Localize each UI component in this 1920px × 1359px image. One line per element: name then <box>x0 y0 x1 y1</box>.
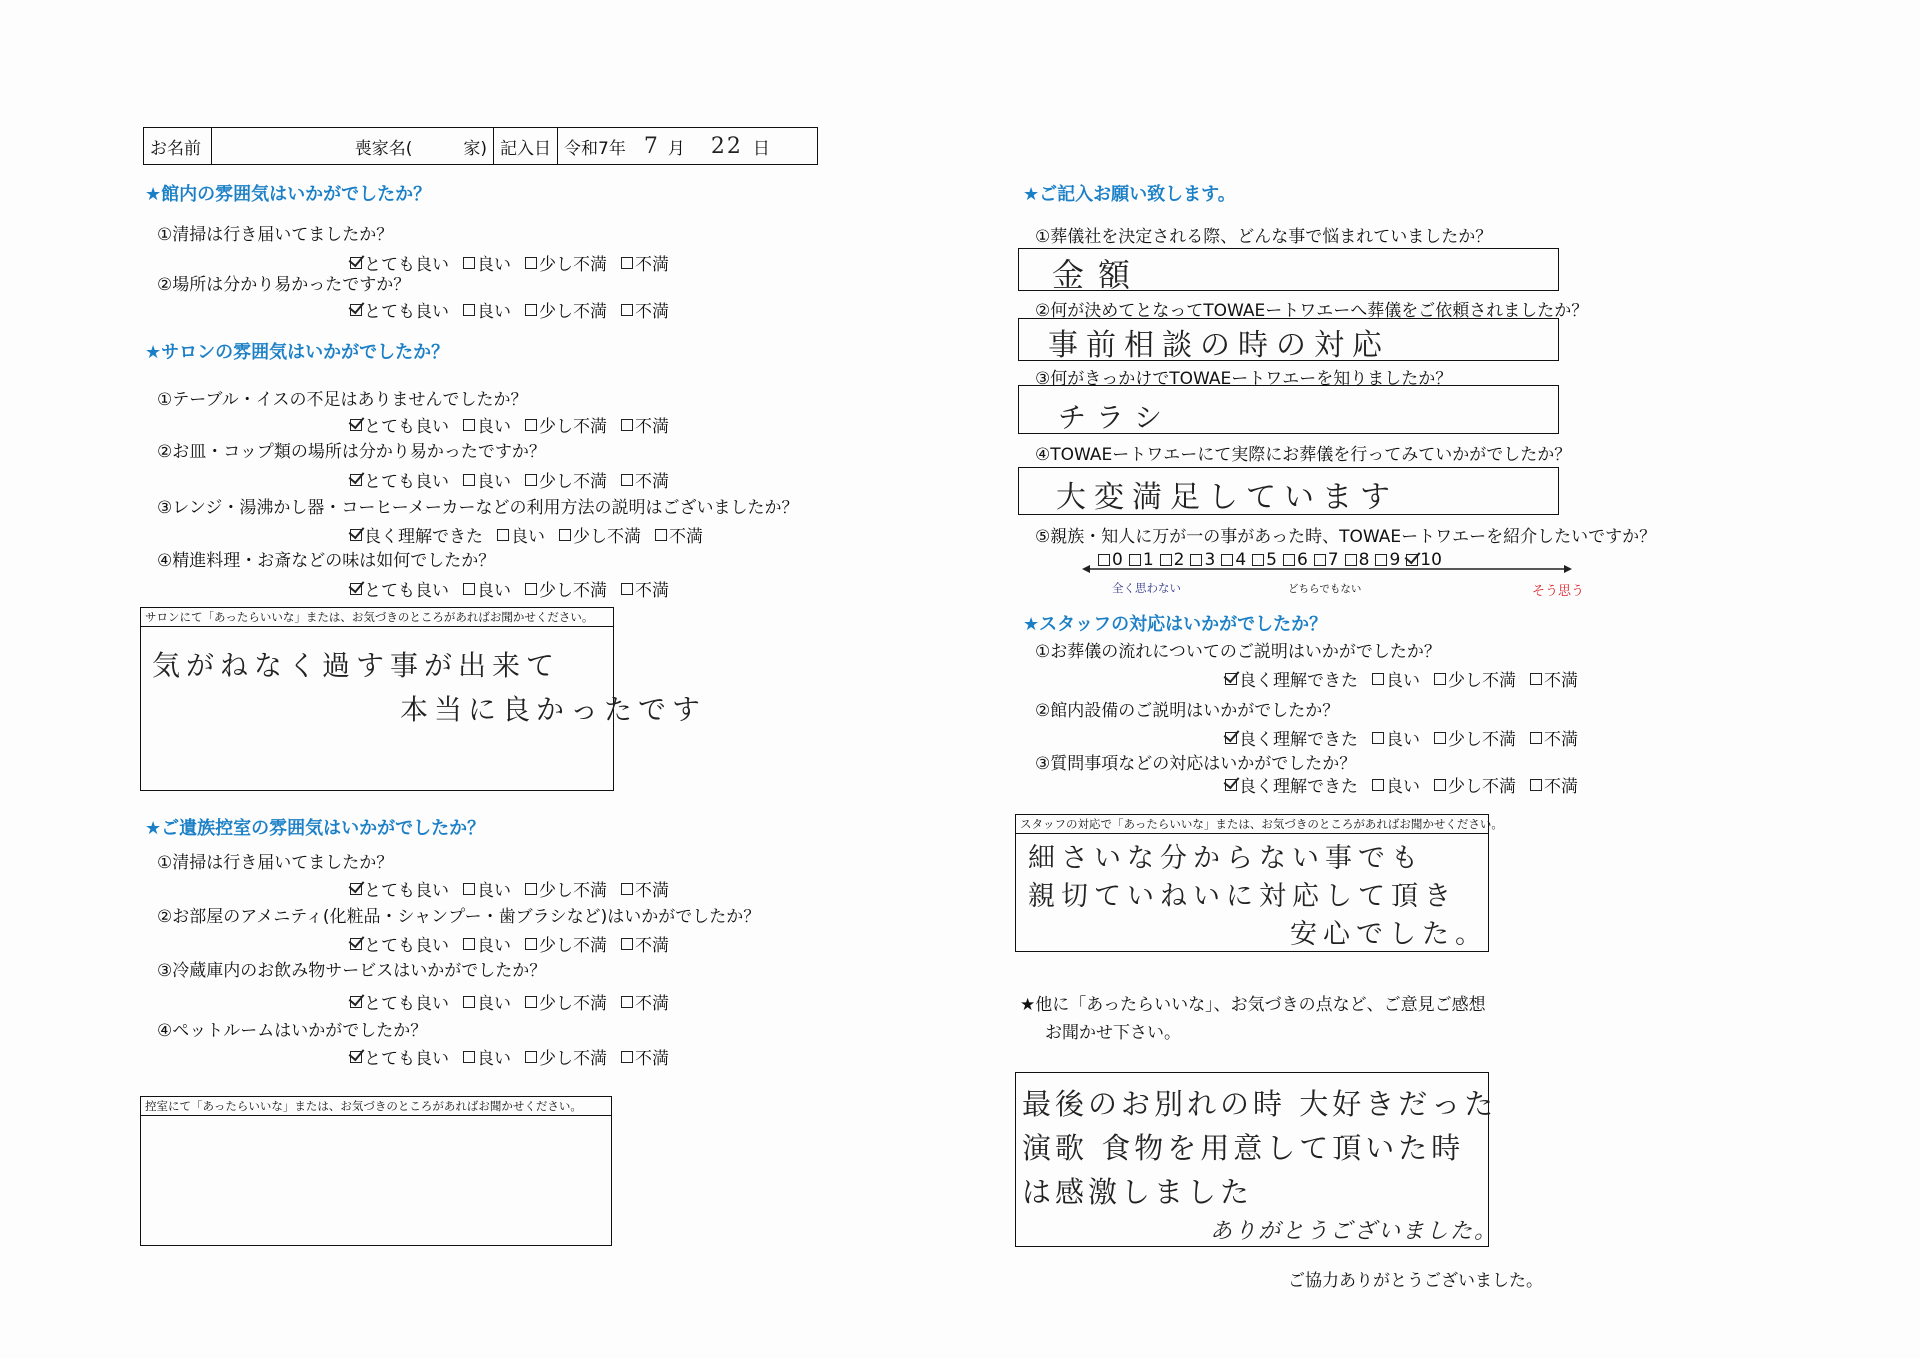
option-item[interactable] <box>350 876 449 901</box>
scale-checkbox[interactable] <box>1160 554 1172 566</box>
salon-q2: ②お皿・コップ類の場所は分かり易かったですか？ <box>157 442 546 462</box>
checkbox[interactable] <box>525 257 537 269</box>
option-item[interactable] <box>525 876 607 901</box>
scale-number: 4 <box>1235 550 1247 570</box>
option-item[interactable] <box>621 467 669 492</box>
staff-comment-line3: 安心でした。 <box>1290 919 1488 950</box>
option-label: 不満 <box>1544 777 1578 797</box>
option-item[interactable] <box>1530 725 1578 750</box>
request-q3: ③何がきっかけでTOWAEートワエーを知りましたか？ <box>1035 369 1453 389</box>
checkbox[interactable] <box>621 938 633 950</box>
option-item[interactable] <box>525 989 607 1014</box>
scale-number: 9 <box>1389 550 1401 570</box>
checkbox[interactable] <box>1530 779 1542 791</box>
option-label: 良い <box>1386 777 1420 797</box>
scale-number: 5 <box>1266 550 1277 570</box>
staff-q2-options <box>1225 725 1592 750</box>
checkbox[interactable] <box>525 304 537 316</box>
scale-number: 3 <box>1204 550 1216 570</box>
option-item[interactable] <box>350 522 483 547</box>
checked-checkbox[interactable] <box>350 529 362 541</box>
hall-q2-options <box>350 297 683 322</box>
era-label: 令和7年 <box>564 138 626 159</box>
request-section-title: ★ご記入お願い致します。 <box>1023 184 1236 205</box>
option-item[interactable] <box>350 1044 449 1069</box>
salon-comment-caption: サロンにて「あったらいいな」または、お気づきのところがあればお聞かせください。 <box>141 608 613 627</box>
checkbox[interactable] <box>621 419 633 431</box>
staff-q3-options <box>1225 772 1592 797</box>
option-label: 不満 <box>635 472 669 492</box>
staff-comment-caption: スタッフの対応で「あったらいいな」または、お気づきのところがあればお聞かせください。 <box>1016 815 1488 834</box>
checkbox[interactable] <box>525 583 537 595</box>
family-room-q3-options <box>350 989 683 1014</box>
option-item[interactable] <box>621 412 669 437</box>
checkbox[interactable] <box>621 883 633 895</box>
name-label: お名前 <box>144 128 212 164</box>
option-label: とても良い <box>364 302 449 322</box>
other-line3: は感激しました <box>1022 1175 1254 1209</box>
option-item[interactable] <box>525 297 607 322</box>
option-item[interactable] <box>525 250 607 275</box>
option-item[interactable] <box>621 250 669 275</box>
option-item[interactable] <box>559 522 641 547</box>
scale-item[interactable] <box>1129 550 1154 570</box>
option-label: 少し不満 <box>539 472 607 492</box>
request-a3: チラシ <box>1058 401 1173 434</box>
option-item[interactable] <box>1530 772 1578 797</box>
option-item[interactable] <box>463 876 511 901</box>
day-label: 日 <box>752 138 770 159</box>
checkbox[interactable] <box>1434 732 1446 744</box>
hall-q2: ②場所は分かり易かったですか？ <box>157 275 411 295</box>
date-label: 記入日 <box>494 128 558 164</box>
checkbox[interactable] <box>463 419 475 431</box>
scale-item[interactable] <box>1160 550 1185 570</box>
scale-number: 6 <box>1296 550 1308 570</box>
scale-item[interactable] <box>1252 550 1277 570</box>
option-item[interactable] <box>463 576 511 601</box>
checked-checkbox[interactable] <box>350 419 362 431</box>
salon-q3: ③レンジ・湯沸かし器・コーヒーメーカーなどの利用方法の説明はございましたか？ <box>157 498 799 518</box>
scale-item[interactable] <box>1314 550 1339 570</box>
option-label: 良い <box>477 881 511 901</box>
option-item[interactable] <box>350 467 449 492</box>
option-item[interactable] <box>1372 772 1420 797</box>
option-label: 少し不満 <box>573 527 641 547</box>
family-room-q4-options <box>350 1044 683 1069</box>
scale-item[interactable] <box>1190 550 1215 570</box>
option-label: 良い <box>477 255 511 275</box>
option-label: 良く理解できた <box>364 527 483 547</box>
option-item[interactable] <box>655 522 703 547</box>
option-label: 少し不満 <box>1448 777 1516 797</box>
option-item[interactable] <box>525 467 607 492</box>
option-label: 少し不満 <box>1448 671 1516 691</box>
option-label: 不満 <box>669 527 703 547</box>
hall-q1: ①清掃は行き届いてましたか？ <box>157 225 394 245</box>
scale-item[interactable] <box>1406 550 1442 570</box>
option-item[interactable] <box>463 1044 511 1069</box>
scale-number: 0 <box>1112 550 1123 570</box>
option-label: 少し不満 <box>539 581 607 601</box>
family-room-q4: ④ペットルームはいかがでしたか？ <box>157 1021 428 1041</box>
thanks-text: ご協力ありがとうございました。 <box>1288 1271 1543 1291</box>
scale-checkbox[interactable] <box>1221 554 1233 566</box>
scale-item[interactable] <box>1345 550 1370 570</box>
option-label: とても良い <box>364 881 449 901</box>
option-label: とても良い <box>364 1049 449 1069</box>
staff-q2: ②館内設備のご説明はいかがでしたか？ <box>1035 701 1340 721</box>
option-label: とても良い <box>364 994 449 1014</box>
option-label: 少し不満 <box>539 881 607 901</box>
option-label: 良い <box>477 472 511 492</box>
option-label: 良い <box>477 417 511 437</box>
option-item[interactable] <box>621 989 669 1014</box>
checkbox[interactable] <box>1434 673 1446 685</box>
option-item[interactable] <box>525 412 607 437</box>
request-a4: 大変満足しています <box>1056 480 1398 515</box>
option-label: とても良い <box>364 255 449 275</box>
option-item[interactable] <box>463 931 511 956</box>
checkbox[interactable] <box>525 1051 537 1063</box>
option-label: 不満 <box>635 1049 669 1069</box>
salon-comment-line1: 気がねなく過す事が出来て <box>152 649 561 682</box>
scale-item[interactable] <box>1221 550 1246 570</box>
option-label: 不満 <box>1544 730 1578 750</box>
checkbox[interactable] <box>525 474 537 486</box>
checkbox[interactable] <box>463 583 475 595</box>
recommend-scale <box>1098 550 1448 570</box>
checkbox[interactable] <box>621 1051 633 1063</box>
staff-comment-line1: 細さいな分からない事でも <box>1028 843 1424 874</box>
scale-checkbox[interactable] <box>1283 554 1295 566</box>
option-item[interactable] <box>463 412 511 437</box>
option-item[interactable] <box>1434 666 1516 691</box>
family-room-section-title: ★ご遺族控室の雰囲気はいかがでしたか？ <box>145 818 486 839</box>
option-label: 良い <box>477 581 511 601</box>
option-label: 少し不満 <box>539 936 607 956</box>
option-label: 良い <box>477 936 511 956</box>
option-label: 少し不満 <box>539 994 607 1014</box>
checked-checkbox[interactable] <box>1225 732 1237 744</box>
month-label: 月 <box>667 138 685 159</box>
request-a1: 金額 <box>1052 256 1145 294</box>
option-item[interactable] <box>1434 725 1516 750</box>
scale-number: 1 <box>1142 550 1154 570</box>
checkbox[interactable] <box>525 996 537 1008</box>
request-q2: ②何が決めてとなってTOWAEートワエーへ葬儀をご依頼されましたか？ <box>1035 301 1589 321</box>
request-q4: ④TOWAEートワエーにて実際にお葬儀を行ってみていかがでしたか？ <box>1035 445 1572 465</box>
month-value: 7 <box>643 133 658 159</box>
option-label: 不満 <box>635 302 669 322</box>
salon-q2-options <box>350 467 683 492</box>
scale-checkbox[interactable] <box>1345 554 1357 566</box>
checked-checkbox[interactable] <box>350 474 362 486</box>
option-label: 少し不満 <box>1448 730 1516 750</box>
checkbox[interactable] <box>463 1051 475 1063</box>
family-room-q1: ①清掃は行き届いてましたか？ <box>157 853 394 873</box>
checkbox[interactable] <box>463 938 475 950</box>
checkbox[interactable] <box>525 419 537 431</box>
other-line1: 最後のお別れの時 大好きだった <box>1022 1087 1498 1121</box>
checkbox[interactable] <box>525 883 537 895</box>
option-label: とても良い <box>364 581 449 601</box>
checked-checkbox[interactable] <box>350 1051 362 1063</box>
checked-checkbox[interactable] <box>1225 779 1237 791</box>
option-label: とても良い <box>364 417 449 437</box>
option-item[interactable] <box>350 297 449 322</box>
option-item[interactable] <box>621 876 669 901</box>
option-item[interactable] <box>1225 725 1358 750</box>
scale-number: 10 <box>1420 550 1442 570</box>
option-label: 不満 <box>635 417 669 437</box>
checkbox[interactable] <box>559 529 571 541</box>
scale-checkbox[interactable] <box>1252 554 1264 566</box>
checkbox[interactable] <box>1434 779 1446 791</box>
option-item[interactable] <box>350 931 449 956</box>
option-label: 不満 <box>635 581 669 601</box>
other-line4: ありがとうございました。 <box>1210 1219 1499 1244</box>
family-room-comment-box[interactable] <box>140 1096 612 1246</box>
option-label: 良い <box>1386 671 1420 691</box>
checkbox[interactable] <box>1372 673 1384 685</box>
option-item[interactable] <box>463 467 511 492</box>
staff-section-title: ★スタッフの対応はいかがでしたか？ <box>1023 614 1328 635</box>
option-item[interactable] <box>621 297 669 322</box>
option-label: 良く理解できた <box>1239 777 1358 797</box>
checked-checkbox[interactable] <box>1225 673 1237 685</box>
family-room-q2-options <box>350 931 683 956</box>
checked-checkbox[interactable] <box>350 583 362 595</box>
option-item[interactable] <box>1372 725 1420 750</box>
option-label: 不満 <box>635 994 669 1014</box>
day-value: 22 <box>710 133 743 159</box>
checkbox[interactable] <box>621 996 633 1008</box>
option-label: 少し不満 <box>539 417 607 437</box>
option-label: 良い <box>511 527 545 547</box>
option-item[interactable] <box>525 1044 607 1069</box>
option-label: 少し不満 <box>539 1049 607 1069</box>
hall-section-title: ★館内の雰囲気はいかがでしたか？ <box>145 184 432 205</box>
checkbox[interactable] <box>621 583 633 595</box>
checked-checkbox[interactable] <box>350 996 362 1008</box>
other-prompt-line1: ★他に「あったらいいな」、お気づきの点など、ご意見ご感想 <box>1020 995 1486 1015</box>
option-label: とても良い <box>364 936 449 956</box>
option-item[interactable] <box>525 931 607 956</box>
scale-item[interactable] <box>1098 550 1123 570</box>
checkbox[interactable] <box>463 883 475 895</box>
scale-checkbox[interactable] <box>1129 554 1141 566</box>
option-item[interactable] <box>1434 772 1516 797</box>
scale-low-label: 全く思わない <box>1112 581 1181 595</box>
staff-q1: ①お葬儀の流れについてのご説明はいかがでしたか？ <box>1035 642 1441 662</box>
option-label: 良く理解できた <box>1239 730 1358 750</box>
checkbox[interactable] <box>525 938 537 950</box>
request-q5: ⑤親族・知人に万が一の事があった時、TOWAEートワエーを紹介したいですか？ <box>1035 527 1657 547</box>
checkbox[interactable] <box>1530 732 1542 744</box>
option-label: 少し不満 <box>539 302 607 322</box>
checkbox[interactable] <box>463 257 475 269</box>
option-item[interactable] <box>350 576 449 601</box>
option-item[interactable] <box>350 989 449 1014</box>
date-field[interactable] <box>558 128 817 164</box>
family-room-q2: ②お部屋のアメニティ(化粧品・シャンプー・歯ブラシなど)はいかがでしたか？ <box>157 907 761 927</box>
option-item[interactable] <box>525 576 607 601</box>
scale-checkbox[interactable] <box>1098 554 1110 566</box>
checkbox[interactable] <box>497 529 509 541</box>
family-room-comment-caption: 控室にて「あったらいいな」または、お気づきのところがあればお聞かせください。 <box>141 1097 611 1116</box>
salon-q1: ①テーブル・イスの不足はありませんでしたか？ <box>157 390 528 410</box>
checkbox[interactable] <box>655 529 667 541</box>
salon-comment-line2: 本当に良かったです <box>400 693 707 726</box>
checked-checkbox[interactable] <box>350 257 362 269</box>
option-item[interactable] <box>621 576 669 601</box>
checkbox[interactable] <box>621 474 633 486</box>
request-a2: 事前相談の時の対応 <box>1048 328 1390 363</box>
checkbox[interactable] <box>463 304 475 316</box>
other-line2: 演歌 食物を用意して頂いた時 <box>1022 1131 1465 1165</box>
checkbox[interactable] <box>621 257 633 269</box>
scale-number: 7 <box>1327 550 1339 570</box>
option-item[interactable] <box>621 1044 669 1069</box>
scale-mid-label: どちらでもない <box>1288 583 1362 595</box>
option-label: 不満 <box>635 936 669 956</box>
checkbox[interactable] <box>621 304 633 316</box>
option-item[interactable] <box>497 522 545 547</box>
option-item[interactable] <box>350 412 449 437</box>
option-item[interactable] <box>621 931 669 956</box>
option-label: とても良い <box>364 472 449 492</box>
staff-comment-line2: 親切ていねいに対応して頂き <box>1028 881 1457 912</box>
option-item[interactable] <box>1530 666 1578 691</box>
salon-q4-options <box>350 576 683 601</box>
scale-number: 2 <box>1173 550 1185 570</box>
checkbox[interactable] <box>1530 673 1542 685</box>
checked-checkbox[interactable] <box>350 883 362 895</box>
scale-checkbox[interactable] <box>1314 554 1326 566</box>
option-label: 良い <box>477 994 511 1014</box>
option-item[interactable] <box>463 297 511 322</box>
option-label: 良い <box>1386 730 1420 750</box>
scale-item[interactable] <box>1375 550 1400 570</box>
family-room-q3: ③冷蔵庫内のお飲み物サービスはいかがでしたか？ <box>157 961 547 981</box>
checkbox[interactable] <box>463 996 475 1008</box>
checkbox[interactable] <box>1372 732 1384 744</box>
scale-checkbox[interactable] <box>1375 554 1387 566</box>
salon-q4: ④精進料理・お斎などの味は如何でしたか？ <box>157 551 496 571</box>
request-q1: ①葬儀社を決定される際、どんな事で悩まれていましたか？ <box>1035 227 1493 247</box>
scale-number: 8 <box>1358 550 1370 570</box>
option-label: 不満 <box>1544 671 1578 691</box>
option-label: 良い <box>477 1049 511 1069</box>
option-label: 不満 <box>635 255 669 275</box>
checkbox[interactable] <box>463 474 475 486</box>
scale-item[interactable] <box>1283 550 1308 570</box>
family-room-q1-options <box>350 876 683 901</box>
option-label: 少し不満 <box>539 255 607 275</box>
option-label: 良く理解できた <box>1239 671 1358 691</box>
header-table <box>143 127 818 165</box>
option-item[interactable] <box>1372 666 1420 691</box>
checked-checkbox[interactable] <box>350 938 362 950</box>
salon-q3-options <box>350 522 717 547</box>
family-name-field[interactable] <box>212 128 494 164</box>
scale-checkbox[interactable] <box>1190 554 1202 566</box>
salon-q1-options <box>350 412 683 437</box>
option-label: 不満 <box>635 881 669 901</box>
option-item[interactable] <box>463 250 511 275</box>
family-name-label: 喪家名( 家) <box>354 138 487 159</box>
staff-q3: ③質問事項などの対応はいかがでしたか？ <box>1035 754 1357 774</box>
option-item[interactable] <box>463 989 511 1014</box>
checkbox[interactable] <box>1372 779 1384 791</box>
scale-high-label: そう思う <box>1532 584 1585 599</box>
salon-section-title: ★サロンの雰囲気はいかがでしたか？ <box>145 342 450 363</box>
option-item[interactable] <box>1225 772 1358 797</box>
option-label: 良い <box>477 302 511 322</box>
option-item[interactable] <box>1225 666 1358 691</box>
other-prompt-line2: お聞かせ下さい。 <box>1045 1023 1181 1043</box>
staff-q1-options <box>1225 666 1592 691</box>
scale-checkbox[interactable] <box>1406 554 1418 566</box>
checked-checkbox[interactable] <box>350 304 362 316</box>
